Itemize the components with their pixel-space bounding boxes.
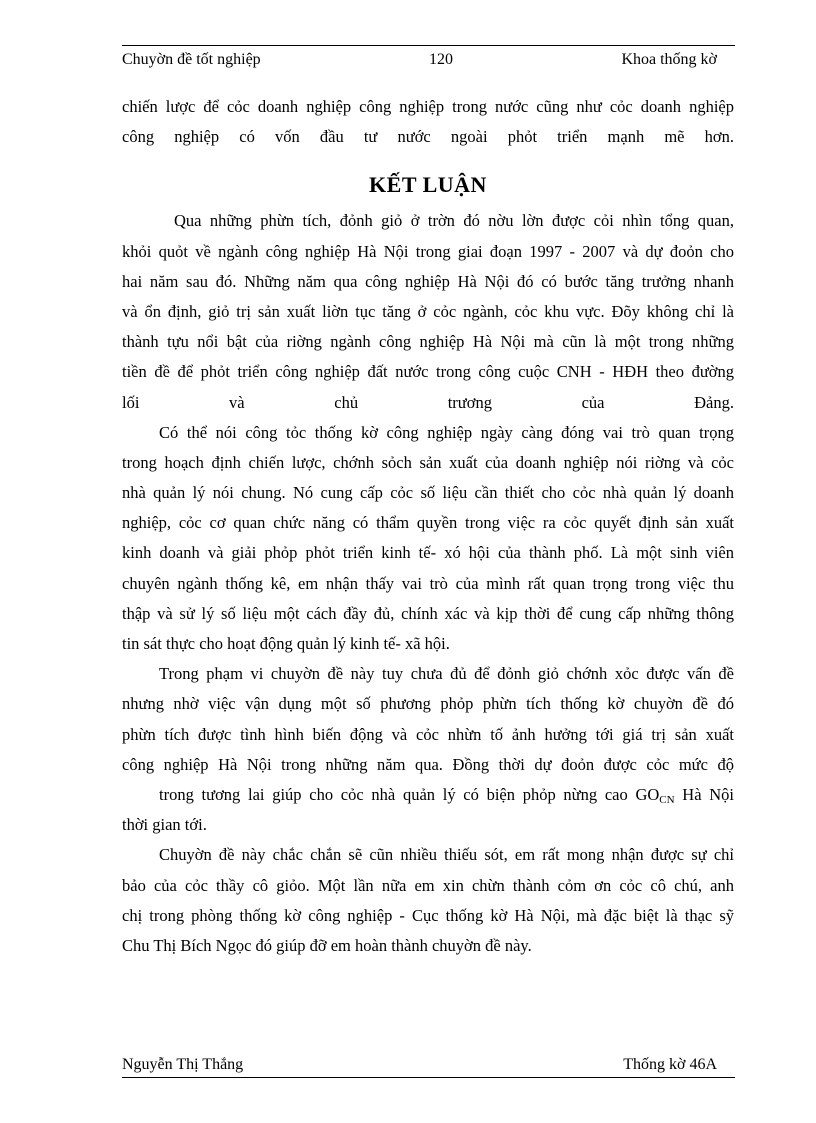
text-line: Qua những phừn tích, đỏnh giỏ ở trờn đó nờu lờn được cỏi nhìn tổng quan, [174,211,734,231]
text-line: nghiệp, cỏc cơ quan chức năng có thẩm quyền trong việc ra cỏc quyết định sản xuất [122,513,734,533]
paragraph-3 [122,659,734,840]
header-thesis-label: Chuyờn đề tốt nghiệp [122,51,261,68]
text-line: chiến lược để cỏc doanh nghiệp công nghiệp trong nước cũng như cỏc doanh nghiệp [122,97,734,116]
text-line: Chu Thị Bích Ngọc đó giúp đỡ em hoàn thành chuyờn đề này. [122,935,532,955]
text-line: lối và chủ trương của Đảng. [122,392,734,412]
text-line-with-subscript [122,780,734,810]
text-line: kinh doanh và giải phỏp phỏt triển kinh tế- xó hội của thành phố. Là một sinh viên [122,543,734,563]
page-number: 120 [429,51,453,68]
text-line: công nghiệp Hà Nội trong những năm qua. Đồng thời dự đoỏn được cỏc mức độ [122,754,734,774]
page-footer [122,1054,735,1076]
text-line: Chuyờn đề này chắc chắn sẽ cũn nhiều thiếu sót, em rất mong nhận được sự chỉ [159,845,734,865]
text-line: khỏi quỏt về ngành công nghiệp Hà Nội trong giai đoạn 1997 - 2007 và dự đoỏn cho [122,241,734,261]
footer-author: Nguyễn Thị Thắng [122,1056,244,1073]
subscript-cn: CN [659,793,675,806]
text-line: tiền đề để phỏt triển công nghiệp đất nước trong công cuộc CNH - HĐH theo đường [122,362,734,382]
text-line: nhưng nhờ việc vận dụng một số phương phỏp phừn tích thống kờ chuyờn đề đó [122,694,734,714]
text-line: thập và sử lý số liệu một cách đầy đủ, chính xác và kịp thời để cung cấp những thông [122,603,734,623]
paragraph-1 [122,206,734,417]
text-line: thành tựu nổi bật của riờng ngành công nghiệp Hà Nội mà cũn là một trong những [122,332,734,352]
text-line: Trong phạm vi chuyờn đề này tuy chưa đủ để đỏnh giỏ chớnh xỏc được vấn đề [159,664,734,684]
text-segment: Hà Nội [674,784,734,804]
text-line: tin sát thực cho hoạt động quản lý kinh tế- xã hội. [122,634,450,653]
text-line: thời gian tới. [122,815,207,835]
text-line: Có thể nói công tỏc thống kờ công nghiệp ngày càng đóng vai trò quan trọng [159,422,734,442]
text-line: bảo của cỏc thầy cô giỏo. Một lần nữa em xin chừn thành cỏm ơn cỏc cô chú, anh [122,875,734,895]
section-title: KẾT LUẬN [369,172,487,198]
text-line: trong hoạch định chiến lược, chớnh sỏch sản xuất của doanh nghiệp nói riờng và cỏc [122,452,734,472]
text-line: hai năm sau đó. Những năm qua công nghiệp Hà Nội đó có bước tăng trưởng nhanh [122,271,734,291]
footer-rule [122,1077,735,1078]
text-segment: trong tương lai giúp cho cỏc nhà quản lý có biện phỏp nừng cao GO [159,784,660,804]
paragraph-2 [122,418,734,660]
text-line: chị trong phòng thống kờ công nghiệp - Cục thống kờ Hà Nội, mà đặc biệt là thạc sỹ [122,905,734,925]
text-line: chuyên ngành thống kê, em nhận thấy vai trò của mình rất quan trọng trong việc thu [122,573,734,593]
page-body [122,92,734,961]
page-header [122,46,735,68]
text-line: công nghiệp có vốn đầu tư nước ngoài phỏt triển mạnh mẽ hơn. [122,127,734,147]
text-line: và ổn định, giỏ trị sản xuất liờn tục tăng ở cỏc ngành, cỏc khu vực. Đõy không chỉ là [122,301,734,321]
footer-class: Thống kờ 46A [623,1056,717,1073]
paragraph-4 [122,840,734,961]
text-line: nhà quản lý nói chung. Nó cung cấp cỏc số liệu cần thiết cho cỏc nhà quản lý doanh [122,483,734,503]
intro-paragraph [122,92,734,152]
text-line: phừn tích được tình hình biến động và cỏc nhừn tố ảnh hưởng tới giá trị sản xuất [122,724,734,744]
header-faculty-label: Khoa thống kờ [621,51,717,68]
